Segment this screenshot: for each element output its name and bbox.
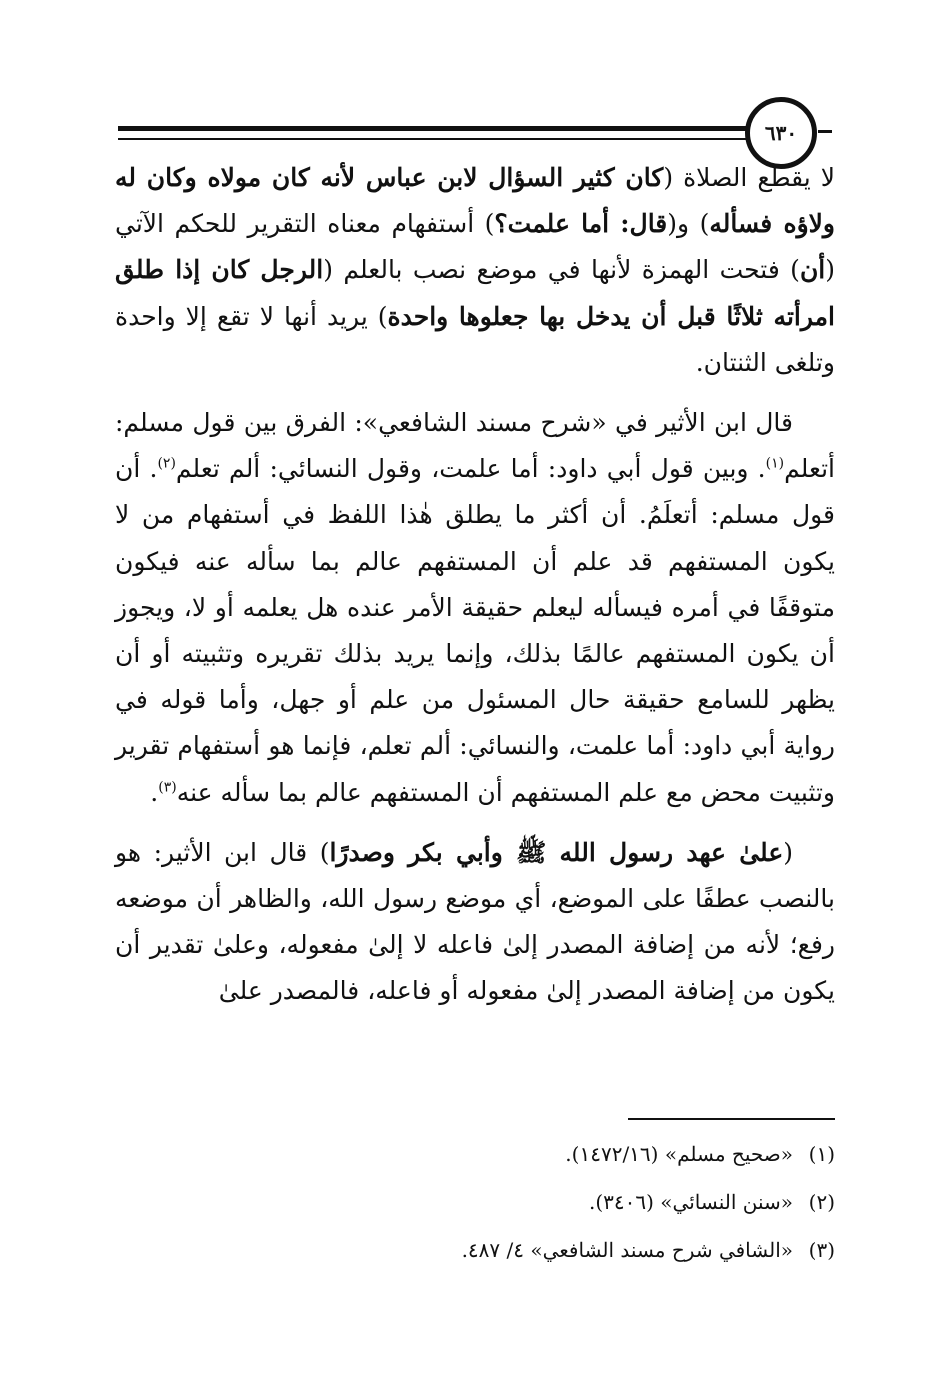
bold-text: قال: أما علمت؟ bbox=[494, 209, 668, 239]
footnote-number: (١) bbox=[808, 1142, 835, 1166]
text-run: قال ابن الأثير في «شرح مسند الشافعي»: الفرق بين قول مسلم: أتعلم bbox=[115, 408, 835, 484]
text-run: . bbox=[150, 777, 159, 807]
paragraph-2 bbox=[115, 400, 835, 816]
footnote-ref[interactable]: (١) bbox=[765, 455, 785, 472]
bold-text: الرجل كان إذا طلق امرأته ثلاثًا قبل أن يدخل بها جعلوها واحدة bbox=[115, 255, 835, 331]
bold-text: أن bbox=[799, 255, 826, 285]
footnote-text: «صحيح مسلم» (١٤٧٢/١٦). bbox=[565, 1142, 793, 1166]
text-run: ) قال ابن الأثير: هو بالنصب عطفًا على الموضع، أي موضع رسول الله، والظاهر أن موضعه رفع؛ لأنه من إضافة المصدر إلىٰ فاعله لا إلىٰ مفعوله، وعلىٰ تقدير أن يكون من إضافة المصدر إلىٰ مفعوله أو فاعله، فالمصدر علىٰ bbox=[115, 837, 835, 1006]
text-run: ( bbox=[783, 837, 794, 867]
footnotes bbox=[115, 1130, 835, 1274]
bold-text: كان كثير السؤال لابن عباس لأنه كان مولاه وكان له ولاؤه فسأله bbox=[115, 163, 835, 239]
footnote-2 bbox=[115, 1178, 835, 1226]
footnote-number: (٣) bbox=[808, 1238, 835, 1262]
text-run: . أن قول مسلم: أتعلَمُ. أن أكثر ما يطلق هٰذا اللفظ في أستفهام من لا يكون المستفهم قد علم أن المستفهم عالم بما سأله عنه فيكون متوقفًا في أمره فيسأله ليعلم حقيقة الأمر عنده هل يعلمه أو لا، ويجوز أن يكون المستفهم عالمًا بذلك، وإنما يريد بذلك تقريره وتثبيته أو أن يظهر للسامع حقيقة حال المسئول من علم أو جهل، وأما قوله في رواية أبي داود: أما علمت، والنسائي: ألم تعلم، فإنما هو أستفهام تقرير وتثبيت محض مع علم المستفهم أن المستفهم عالم بما سأله عنه bbox=[115, 454, 836, 807]
footnote-number: (٢) bbox=[808, 1190, 835, 1214]
text-run: ) أستفهام معناه التقرير للحكم الآتي ( bbox=[115, 209, 836, 285]
text-run: ) و( bbox=[667, 209, 710, 239]
main-text bbox=[115, 155, 835, 1029]
header-rule-thick bbox=[118, 126, 746, 131]
paragraph-1 bbox=[115, 155, 835, 386]
paragraph-3 bbox=[115, 830, 835, 1015]
text-run: . وبين قول أبي داود: أما علمت، وقول النسائي: ألم تعلم bbox=[175, 454, 766, 484]
page-number: ٦٣٠ bbox=[764, 121, 798, 145]
footnote-1 bbox=[115, 1130, 835, 1178]
footnote-ref[interactable]: (٢) bbox=[157, 455, 176, 472]
text-run: لا يقطع الصلاة ( bbox=[663, 163, 836, 192]
text-run: ) يريد أنها لا تقع إلا واحدة وتلغى الثنتان. bbox=[115, 301, 835, 377]
header-rule-tail bbox=[818, 130, 832, 133]
footnote-3 bbox=[115, 1226, 835, 1274]
page-header bbox=[0, 0, 943, 170]
text-run: ) فتحت الهمزة لأنها في موضع نصب بالعلم ( bbox=[323, 255, 800, 285]
footnote-separator bbox=[628, 1118, 835, 1120]
header-rule-thin bbox=[118, 138, 746, 140]
bold-text: علىٰ عهد رسول الله ﷺ وأبي بكر وصدرًا bbox=[329, 837, 784, 867]
footnote-text: «سنن النسائي» (٣٤٠٦). bbox=[588, 1190, 793, 1214]
footnote-ref[interactable]: (٣) bbox=[158, 779, 177, 796]
footnote-text: «الشافي شرح مسند الشافعي» ٤/ ٤٨٧. bbox=[461, 1238, 793, 1262]
